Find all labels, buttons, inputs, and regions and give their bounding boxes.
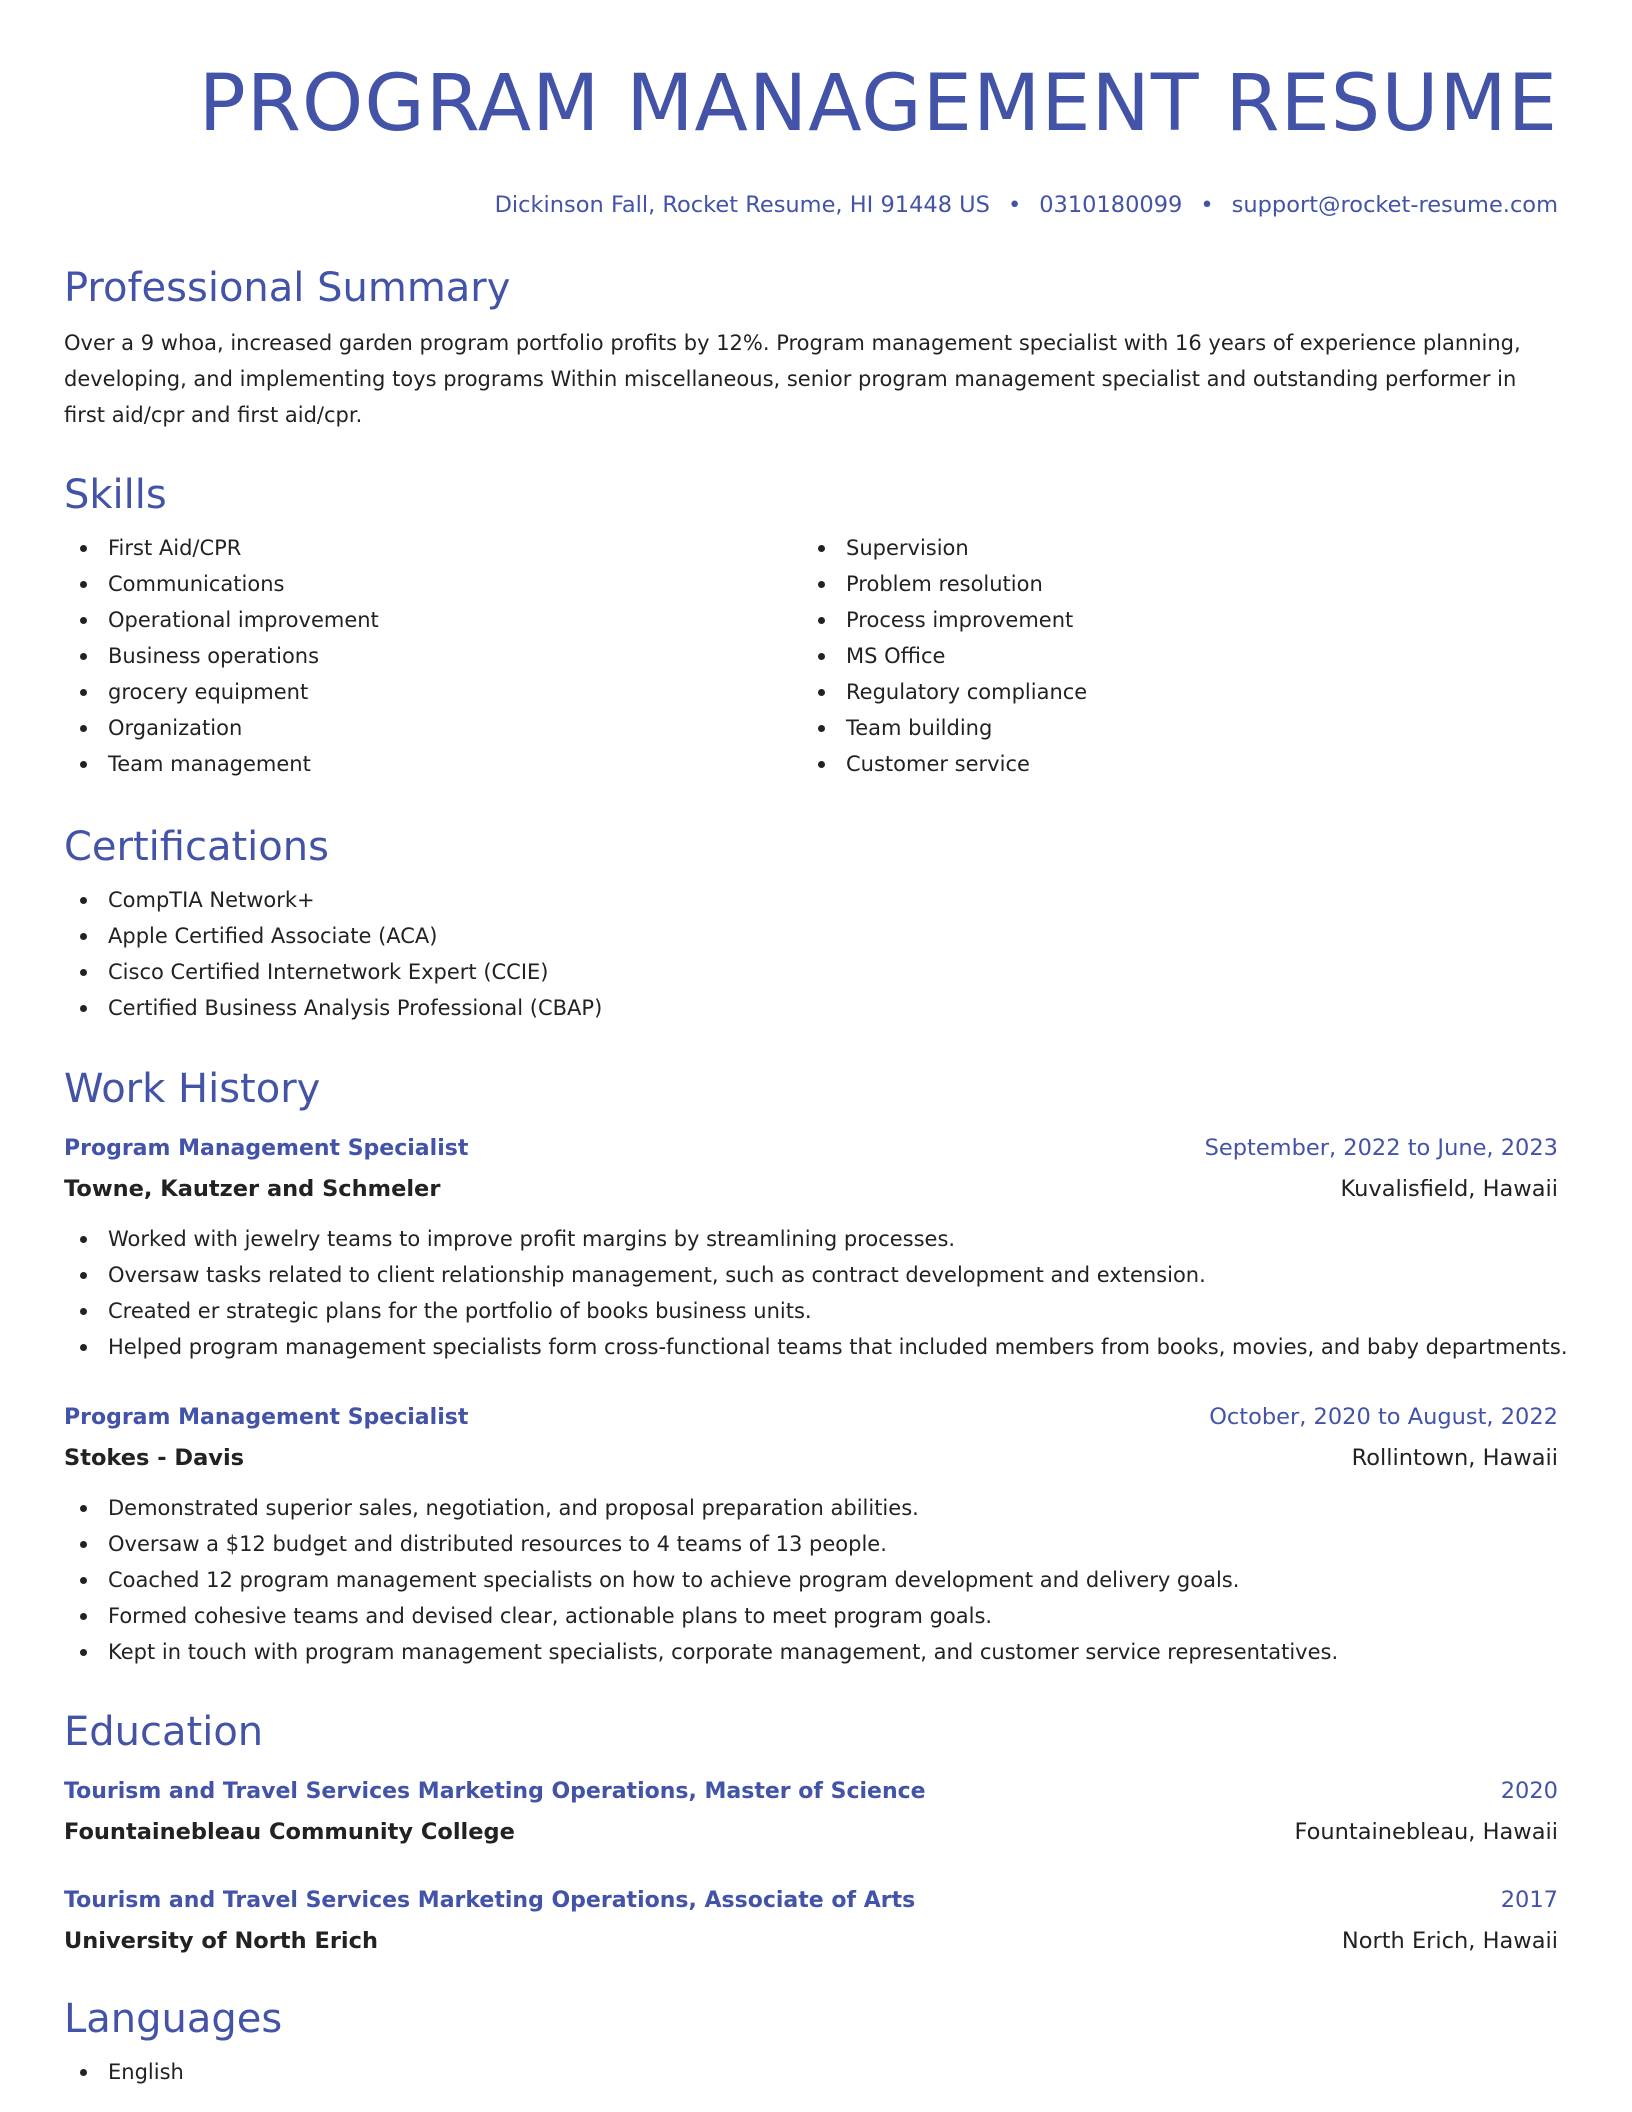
job-location: Rollintown, Hawaii <box>1351 1445 1558 1471</box>
skill-item: Communications <box>64 566 802 602</box>
job-dates: October, 2020 to August, 2022 <box>1209 1404 1558 1430</box>
contact-separator: • <box>1007 192 1022 218</box>
education-entry <box>64 1771 1558 1852</box>
job-location: Kuvalisfield, Hawaii <box>1340 1176 1558 1202</box>
job-bullet: Oversaw tasks related to client relationship management, such as contract development and extension. <box>64 1257 1558 1293</box>
work-history-section <box>64 1064 1568 1670</box>
job-bullet: Worked with jewelry teams to improve profit margins by streamlining processes. <box>64 1221 1558 1257</box>
contact-separator: • <box>1200 192 1214 218</box>
education-section <box>64 1707 1558 1961</box>
skill-item: Customer service <box>802 746 1540 782</box>
skills-section <box>64 470 1558 782</box>
job-company: Towne, Kautzer and Schmeler <box>64 1176 441 1202</box>
job-dates: September, 2022 to June, 2023 <box>1204 1135 1558 1161</box>
job-entry <box>64 1128 1568 1365</box>
skill-item: Business operations <box>64 638 802 674</box>
education-degree: Tourism and Travel Services Marketing Operations, Master of Science <box>64 1779 926 1804</box>
skill-item: grocery equipment <box>64 674 802 710</box>
skills-heading: Skills <box>64 472 167 518</box>
job-bullet: Formed cohesive teams and devised clear, actionable plans to meet program goals. <box>64 1598 1558 1634</box>
contact-line <box>64 190 1558 220</box>
job-bullets <box>64 1221 1568 1365</box>
summary-section <box>64 263 1558 454</box>
skills-list-left <box>64 530 802 782</box>
education-heading: Education <box>64 1709 264 1755</box>
education-school: Fountainebleau Community College <box>64 1819 515 1845</box>
skill-item: Process improvement <box>802 602 1540 638</box>
contact-address: Dickinson Fall, Rocket Resume, HI 91448 US <box>494 192 990 218</box>
job-bullet: Kept in touch with program management specialists, corporate management, and customer service representatives. <box>64 1634 1558 1670</box>
education-year: 2020 <box>1500 1778 1558 1804</box>
contact-email[interactable]: support@rocket-resume.com <box>1231 192 1558 218</box>
job-role: Program Management Specialist <box>64 1405 469 1430</box>
education-entry <box>64 1880 1558 1961</box>
skill-item: Team management <box>64 746 802 782</box>
job-title-row <box>64 1128 1558 1169</box>
job-bullet: Oversaw a $12 budget and distributed resources to 4 teams of 13 people. <box>64 1526 1558 1562</box>
summary-heading: Professional Summary <box>64 265 511 311</box>
skill-item: Operational improvement <box>64 602 802 638</box>
certifications-section <box>64 822 1558 1026</box>
skill-item: MS Office <box>802 638 1540 674</box>
job-company: Stokes - Davis <box>64 1445 245 1471</box>
resume-page <box>64 0 1568 2084</box>
job-title-row <box>64 1397 1558 1438</box>
certification-item: CompTIA Network+ <box>64 882 1558 918</box>
job-bullet: Demonstrated superior sales, negotiation, and proposal preparation abilities. <box>64 1490 1558 1526</box>
education-degree-row <box>64 1880 1558 1921</box>
education-location: North Erich, Hawaii <box>1341 1928 1558 1954</box>
contact-phone: 0310180099 <box>1039 192 1183 218</box>
job-bullet: Helped program management specialists form cross-functional teams that included members from books, movies, and baby departments. <box>64 1329 1558 1365</box>
skills-columns <box>64 530 1558 782</box>
languages-list <box>64 2054 1558 2090</box>
education-school: University of North Erich <box>64 1928 378 1954</box>
education-degree-row <box>64 1771 1558 1812</box>
job-role: Program Management Specialist <box>64 1136 469 1161</box>
skill-item: Regulatory compliance <box>802 674 1540 710</box>
education-school-row <box>64 1812 1558 1852</box>
certification-item: Certified Business Analysis Professional (CBAP) <box>64 990 1558 1026</box>
certifications-list <box>64 882 1558 1026</box>
skill-item: Team building <box>802 710 1540 746</box>
education-location: Fountainebleau, Hawaii <box>1294 1819 1558 1845</box>
summary-text: Over a 9 whoa, increased garden program portfolio profits by 12%. Program management specialist with 16 years of experience planning, developing, and implementing toys programs Within miscellaneous, senior program management specialist and outstanding performer in first aid/cpr and first aid/cpr. <box>64 331 1521 427</box>
job-company-row <box>64 1169 1558 1209</box>
education-degree: Tourism and Travel Services Marketing Operations, Associate of Arts <box>64 1888 916 1913</box>
job-bullet: Created er strategic plans for the portfolio of books business units. <box>64 1293 1558 1329</box>
job-bullets <box>64 1490 1558 1670</box>
language-item: English <box>64 2054 1558 2090</box>
certifications-heading: Certifications <box>64 824 329 870</box>
languages-heading: Languages <box>64 1996 283 2042</box>
work-history-heading: Work History <box>64 1066 321 1112</box>
skill-item: Organization <box>64 710 802 746</box>
job-entry <box>64 1397 1558 1670</box>
certification-item: Apple Certified Associate (ACA) <box>64 918 1558 954</box>
job-bullet: Coached 12 program management specialists on how to achieve program development and delivery goals. <box>64 1562 1558 1598</box>
education-year: 2017 <box>1500 1887 1558 1913</box>
skill-item: First Aid/CPR <box>64 530 802 566</box>
skill-item: Problem resolution <box>802 566 1540 602</box>
education-school-row <box>64 1921 1558 1961</box>
certification-item: Cisco Certified Internetwork Expert (CCIE) <box>64 954 1558 990</box>
resume-title: PROGRAM MANAGEMENT RESUME <box>198 59 1558 149</box>
skill-item: Supervision <box>802 530 1540 566</box>
skills-list-right <box>802 530 1540 782</box>
job-company-row <box>64 1438 1558 1478</box>
languages-section <box>64 1994 1558 2090</box>
